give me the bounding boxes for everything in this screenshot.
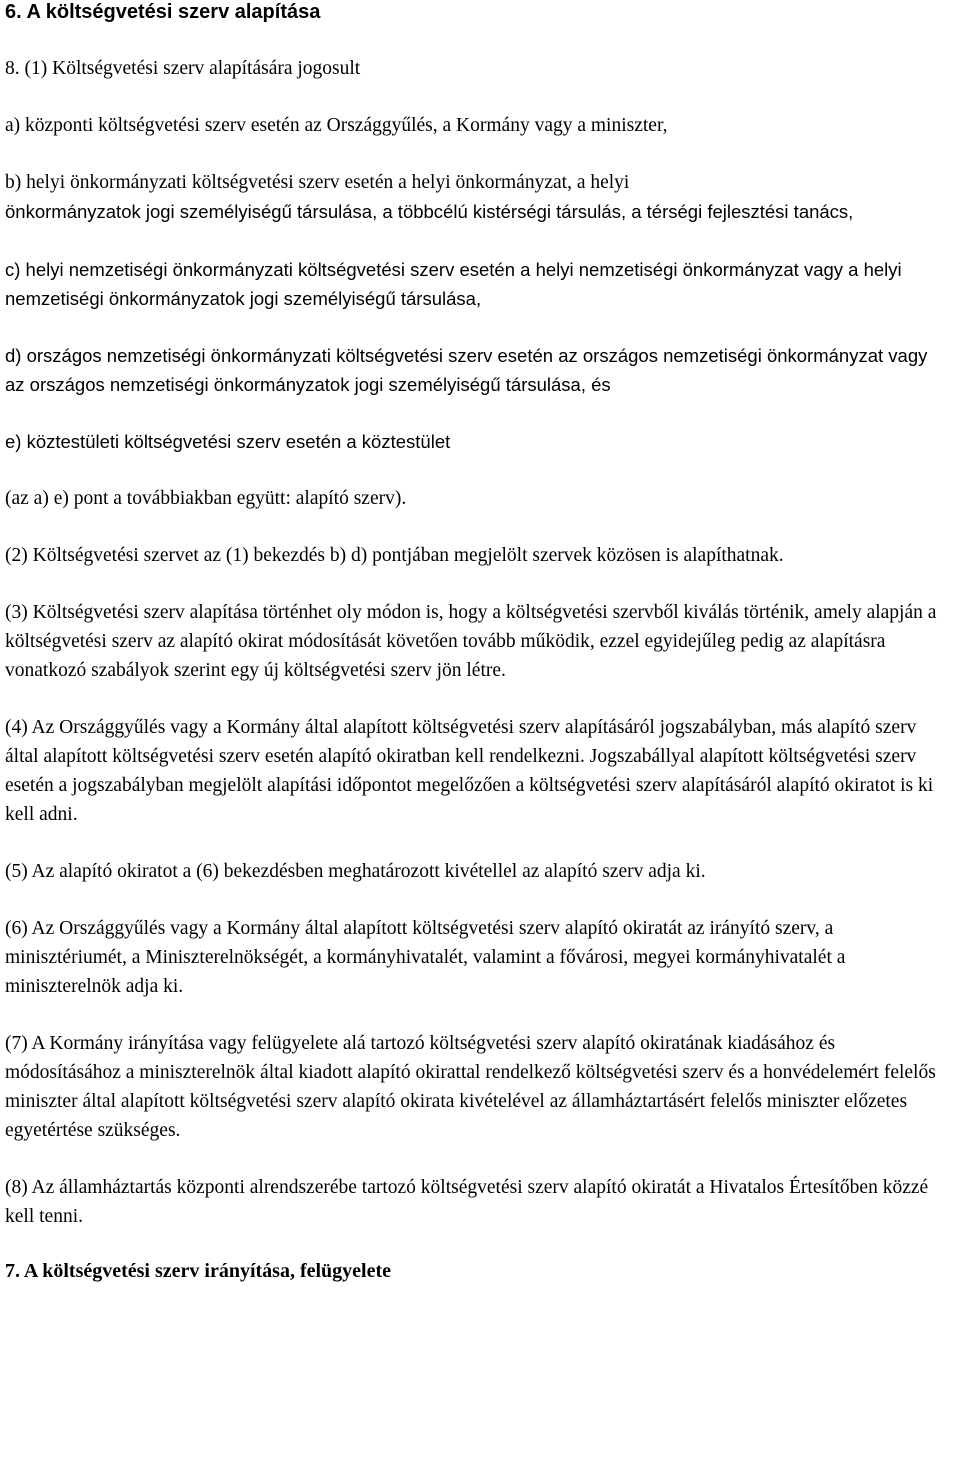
paragraph-e: e) köztestületi költségvetési szerv esetén a köztestület xyxy=(5,431,451,452)
document-page xyxy=(5,0,940,1283)
paragraph-6: (6) Az Országgyűlés vagy a Kormány által alapított költségvetési szerv alapító okiratát az irányító szerv, a minisztériumét, a Miniszterelnökségét, a kormányhivatalét, valamint a fővárosi, megyei kormányhivatalét a miniszterelnök adja ki. xyxy=(5,918,846,997)
paragraph-a: a) központi költségvetési szerv esetén az Országgyűlés, a Kormány vagy a miniszter, xyxy=(5,115,668,136)
paragraph-b-part1: b) helyi önkormányzati költségvetési szerv esetén a helyi önkormányzat, a helyi xyxy=(5,172,630,193)
paragraph-b-part2: önkormányzatok jogi személyiségű társulása, a többcélú kistérségi társulás, a térségi fejlesztési tanács, xyxy=(5,201,854,222)
paragraph-7: (7) A Kormány irányítása vagy felügyelete alá tartozó költségvetési szerv alapító okiratának kiadásához és módosításához a miniszterelnök által kiadott alapító okirattal rendelkező költségvetési szerv és a honvédelemért felelős miniszter által alapított költségvetési szerv alapító okirata kivételével az államháztartásért felelős miniszter előzetes egyetértése szükséges. xyxy=(5,1033,936,1141)
section-title: 8. (1) Költségvetési szerv alapítására jogosult xyxy=(5,58,361,79)
paragraph-2: (2) Költségvetési szervet az (1) bekezdés b) d) pontjában megjelölt szervek közösen is alapíthatnak. xyxy=(5,545,784,566)
paragraph-5: (5) Az alapító okiratot a (6) bekezdésben meghatározott kivétellel az alapító szerv adja ki. xyxy=(5,861,706,882)
paragraph-4: (4) Az Országgyűlés vagy a Kormány által alapított költségvetési szerv alapításáról jogszabályban, más alapító szerv által alapított költségvetési szerv esetén alapító okiratban kell rendelkezni. Jogszabállyal alapított költségvetési szerv esetén a jogszabályban megjelölt alapítási időpontot megelőzően a költségvetési szerv alapításáról alapító okiratot is ki kell adni. xyxy=(5,717,934,825)
paragraph-3: (3) Költségvetési szerv alapítása történhet oly módon is, hogy a költségvetési szervből kiválás történik, amely alapján a költségvetési szerv az alapító okirat módosítását követően tovább működik, ezzel egyidejűleg pedig az alapításra vonatkozó szabályok szerint egy új költségvetési szerv jön létre. xyxy=(5,602,937,681)
paragraph-az: (az a) e) pont a továbbiakban együtt: alapító szerv). xyxy=(5,488,407,509)
paragraph-c: c) helyi nemzetiségi önkormányzati költségvetési szerv esetén a helyi nemzetiségi önkormányzat vagy a helyi nemzetiségi önkormányzatok jogi személyiségű társulása, xyxy=(5,259,902,309)
paragraph-d: d) országos nemzetiségi önkormányzati költségvetési szerv esetén az országos nemzetiségi önkormányzat vagy az országos nemzetiségi önkormányzatok jogi személyiségű társulása, és xyxy=(5,345,928,395)
chapter-heading-next: 7. A költségvetési szerv irányítása, felügyelete xyxy=(5,1260,392,1282)
paragraph-b xyxy=(5,168,940,227)
paragraph-8: (8) Az államháztartás központi alrendszerébe tartozó költségvetési szerv alapító okiratát a Hivatalos Értesítőben közzé kell tenni. xyxy=(5,1177,929,1227)
chapter-heading: 6. A költségvetési szerv alapítása xyxy=(5,1,321,23)
